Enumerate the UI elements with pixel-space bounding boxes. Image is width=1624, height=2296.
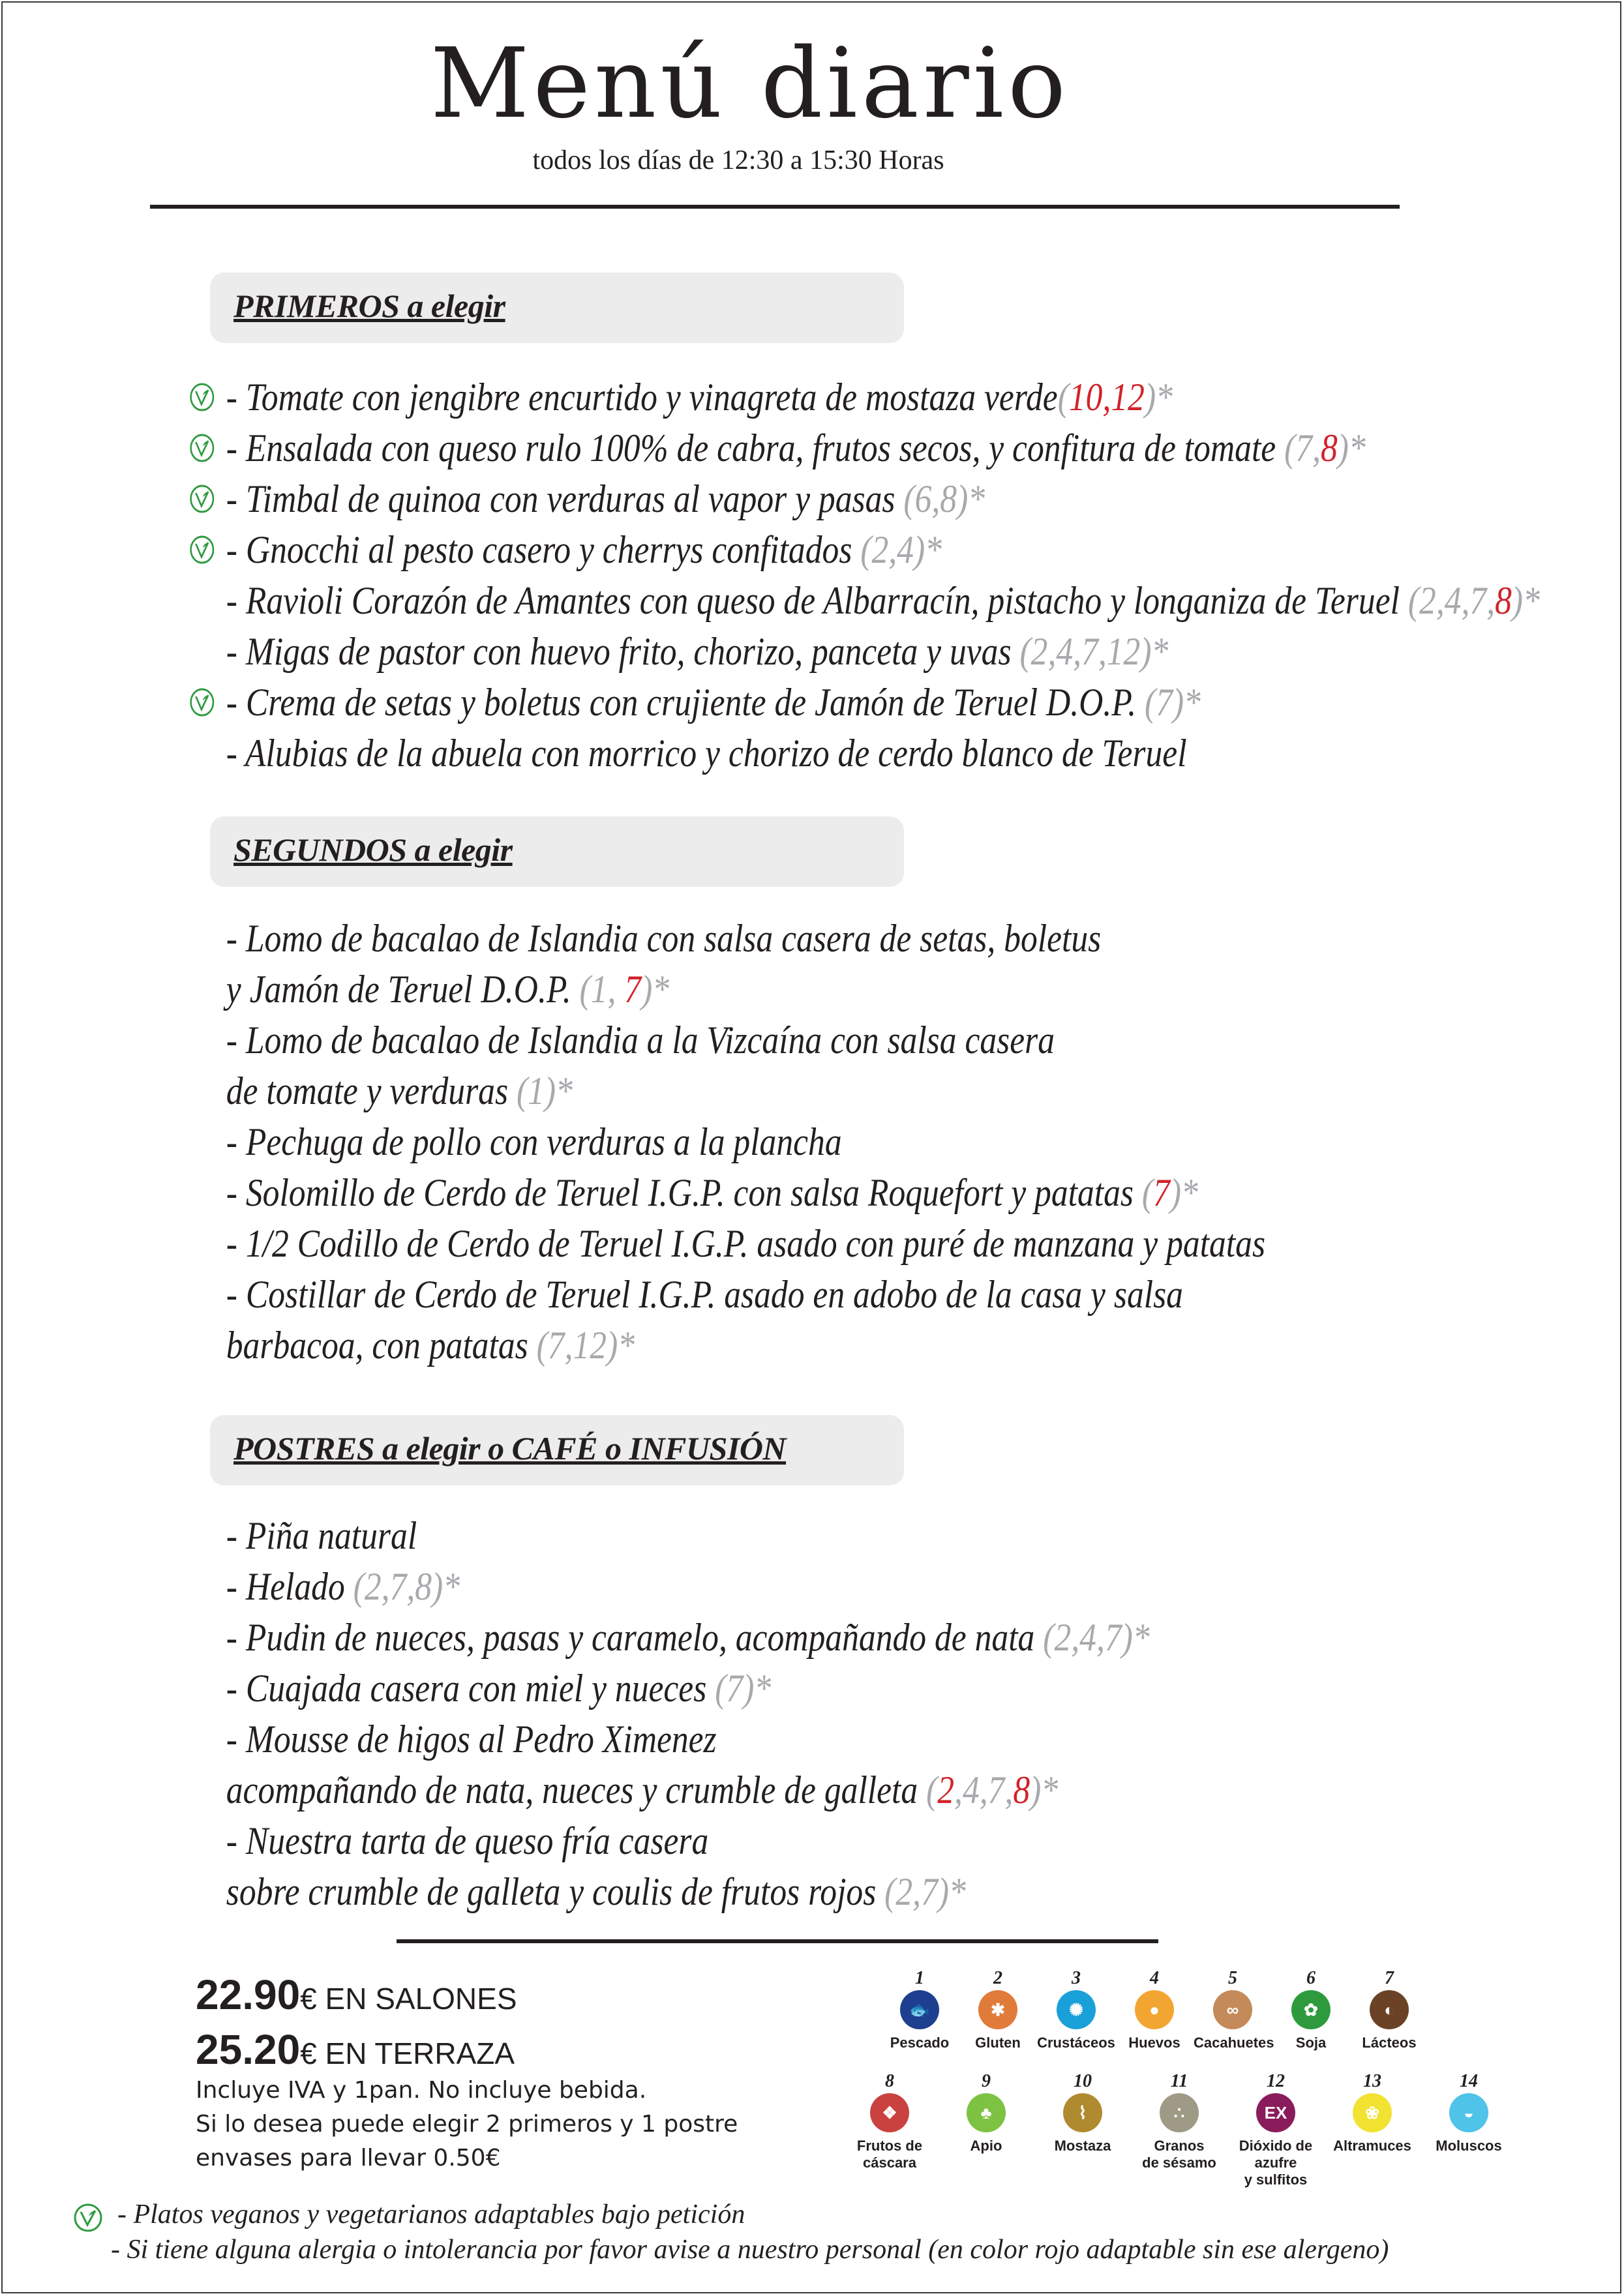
allergen-code: , — [1102, 376, 1111, 419]
allergen-code: 7,12 — [547, 1324, 607, 1367]
allergen-name: Frutos de cáscara — [856, 2138, 923, 2171]
menu-item-text — [226, 1116, 842, 1167]
allergen-number: 6 — [1306, 1968, 1316, 1988]
menu-item-text — [226, 1866, 966, 1917]
menu-item-text — [226, 372, 1173, 423]
dish-name: - Gnocchi al pesto casero y cherrys confitados — [226, 528, 861, 571]
dish-name: - Timbal de quinoa con verduras al vapor y pasas — [226, 477, 904, 520]
allergen-name: Pescado — [890, 2035, 950, 2051]
allergen-name: Lácteos — [1362, 2035, 1417, 2051]
allergen-code: ,4,7, — [954, 1768, 1014, 1811]
note-line: envases para llevar 0.50€ — [196, 2145, 501, 2171]
section-label: PRIMEROS a elegir — [233, 288, 505, 324]
dish-name: - Mousse de higos al Pedro Ximenez — [226, 1718, 717, 1761]
allergen-code: 7 — [1153, 1171, 1170, 1214]
allergen-close: )* — [607, 1324, 635, 1367]
allergen-codes — [903, 477, 985, 520]
allergen-open: ( — [860, 528, 872, 571]
allergen-name: Crustáceos — [1037, 2035, 1115, 2051]
allergen-close: )* — [544, 1069, 573, 1112]
allergen-codes — [580, 968, 670, 1011]
dish-name: de tomate y verduras — [226, 1069, 517, 1112]
fish-icon: 🐟 — [900, 1990, 939, 2029]
allergen-code: 2,7,8 — [364, 1565, 432, 1608]
allergen-name: Dióxido de azufre y sulfitos — [1239, 2138, 1313, 2188]
dish-name: - Pechuga de pollo con verduras a la plancha — [226, 1120, 842, 1163]
allergen-number: 11 — [1170, 2071, 1188, 2091]
allergen-open: ( — [1284, 426, 1296, 470]
menu-item-text — [226, 423, 1366, 473]
menu-item-text — [226, 1015, 1055, 1066]
dish-name: - Nuestra tarta de queso fría casera — [226, 1819, 709, 1862]
menu-item-text — [226, 1320, 635, 1371]
allergen-code: 1, — [590, 968, 625, 1011]
allergen-open: ( — [1145, 681, 1156, 724]
menu-item-text — [226, 728, 1187, 779]
page-subtitle: todos los días de 12:30 a 15:30 Horas — [532, 145, 944, 175]
allergen-open: ( — [353, 1565, 365, 1608]
allergen-close: )* — [641, 968, 670, 1011]
allergen-codes — [926, 1768, 1058, 1811]
crab-icon: ✺ — [1057, 1990, 1096, 2029]
footer-divider — [397, 1939, 1158, 1943]
vegan-icon — [189, 535, 215, 565]
allergen-open: ( — [579, 968, 591, 1011]
price-salones-amount: 22.90 — [196, 1971, 301, 2018]
allergen-close: )* — [913, 528, 942, 571]
allergen-open: ( — [715, 1667, 727, 1710]
note-line: Si lo desea puede elegir 2 primeros y 1 postre — [196, 2111, 738, 2138]
allergen-number: 8 — [885, 2071, 894, 2091]
milk-icon: ◐ — [1370, 1990, 1409, 2029]
allergen-item — [1227, 2071, 1324, 2188]
soy-icon: ✿ — [1291, 1990, 1331, 2029]
dish-name: - Lomo de bacalao de Islandia con salsa casera de setas, boletus — [226, 917, 1102, 960]
allergy-note: - Si tiene alguna alergia o intolerancia por favor avise a nuestro personal (en color rojo adaptable sin ese alergeno) — [111, 2235, 1389, 2265]
allergen-open: ( — [536, 1324, 548, 1367]
vegan-icon — [189, 433, 215, 463]
menu-item-text — [226, 964, 669, 1015]
allergen-code: , — [1312, 426, 1321, 470]
menu-item-text — [226, 524, 942, 575]
allergen-name: Huevos — [1128, 2035, 1180, 2051]
menu-item-text — [226, 626, 1169, 677]
dish-name: sobre crumble de galleta y coulis de frutos rojos — [226, 1870, 885, 1913]
allergen-code: 12 — [1111, 376, 1145, 419]
allergen-number: 9 — [982, 2071, 991, 2091]
allergen-number: 4 — [1150, 1968, 1159, 1988]
allergen-open: ( — [1407, 579, 1420, 622]
allergen-open: ( — [1043, 1616, 1055, 1659]
note-line: Incluye IVA y 1pan. No incluye bebida. — [196, 2077, 647, 2104]
dish-name: - Ravioli Corazón de Amantes con queso de Albarracín, pistacho y longaniza de Teruel — [226, 579, 1408, 622]
menu-item-text — [226, 575, 1540, 626]
allergen-item — [841, 2071, 938, 2171]
dish-name: - Cuajada casera con miel y nueces — [226, 1667, 715, 1710]
allergen-name: Apio — [970, 2138, 1002, 2154]
egg-icon: ● — [1135, 1990, 1174, 2029]
allergen-codes — [1019, 630, 1168, 673]
peanut-icon: ∞ — [1213, 1990, 1252, 2029]
section-header-primeros — [210, 273, 904, 343]
dish-name: - Ensalada con queso rulo 100% de cabra, frutos secos, y confitura de tomate — [226, 426, 1285, 470]
allergen-open: ( — [884, 1870, 896, 1913]
allergen-code: 2,4,7,12 — [1030, 630, 1141, 673]
dish-name: - Lomo de bacalao de Islandia a la Vizcaína con salsa casera — [226, 1019, 1055, 1062]
allergen-close: )* — [1511, 579, 1540, 622]
sulphite-icon: EX — [1256, 2093, 1295, 2132]
menu-item-text — [226, 1714, 717, 1765]
lupin-icon: ❀ — [1353, 2093, 1392, 2132]
menu-item-text — [226, 1815, 709, 1866]
allergen-codes — [537, 1324, 635, 1367]
allergen-code: 2,4 — [871, 528, 914, 571]
allergen-close: )* — [1172, 681, 1201, 724]
menu-item-text — [226, 677, 1201, 728]
dish-name: - Alubias de la abuela con morrico y chorizo de cerdo blanco de Teruel — [226, 732, 1187, 775]
allergen-name: Soja — [1295, 2035, 1327, 2051]
allergen-item — [1421, 2071, 1517, 2154]
allergen-name: Gluten — [975, 2035, 1021, 2051]
allergen-code: 8 — [1495, 579, 1512, 622]
allergen-code: 7 — [1295, 426, 1313, 470]
allergen-close: )* — [743, 1667, 772, 1710]
allergen-item — [1115, 1968, 1194, 2051]
allergen-item — [1272, 1968, 1350, 2051]
price-terraza-label: € EN TERRAZA — [300, 2036, 515, 2070]
price-salones-label: € EN SALONES — [300, 1982, 517, 2016]
menu-item-text — [226, 1510, 417, 1561]
allergen-open: ( — [903, 477, 915, 520]
allergen-name: Cacahuetes — [1194, 2035, 1274, 2051]
celery-icon: ♣ — [967, 2093, 1006, 2132]
vegan-icon — [189, 687, 215, 717]
menu-item-text — [226, 1167, 1198, 1218]
allergen-number: 1 — [915, 1968, 924, 1988]
dish-name: - Costillar de Cerdo de Teruel I.G.P. asado en adobo de la casa y salsa — [226, 1273, 1183, 1316]
allergen-item — [1350, 1968, 1428, 2051]
allergen-codes — [517, 1069, 573, 1112]
allergen-codes — [353, 1565, 460, 1608]
allergen-code: 8 — [1320, 426, 1338, 470]
allergen-close: )* — [1030, 1768, 1059, 1811]
section-header-segundos — [210, 816, 904, 887]
dish-name: - Tomate con jengibre encurtido y vinagreta de mostaza verde — [226, 376, 1058, 419]
allergen-codes — [1058, 376, 1173, 419]
dish-name: - Migas de pastor con huevo frito, chorizo, panceta y uvas — [226, 630, 1020, 673]
shell-icon: ◒ — [1449, 2093, 1488, 2132]
allergen-codes — [1284, 426, 1366, 470]
price-terraza — [196, 2025, 515, 2074]
dish-name: - Piña natural — [226, 1514, 417, 1557]
allergen-code: 2,7 — [895, 1870, 938, 1913]
allergen-item — [880, 1968, 959, 2051]
allergen-close: )* — [957, 477, 985, 520]
vegan-icon — [73, 2203, 103, 2233]
allergen-close: )* — [1144, 376, 1173, 419]
allergen-number: 7 — [1385, 1968, 1394, 1988]
allergen-open: ( — [1019, 630, 1031, 673]
allergen-close: )* — [1121, 1616, 1150, 1659]
menu-item-text — [226, 1269, 1183, 1320]
allergen-item — [1324, 2071, 1421, 2154]
allergen-code: 10 — [1068, 376, 1103, 419]
mustard-icon: ⌇ — [1063, 2093, 1102, 2132]
allergen-item — [1034, 2071, 1131, 2154]
allergen-number: 10 — [1074, 2071, 1092, 2091]
price-notes — [196, 2074, 738, 2175]
allergen-number: 5 — [1228, 1968, 1237, 1988]
allergen-number: 12 — [1267, 2071, 1285, 2091]
section-header-postres — [210, 1415, 904, 1485]
section-label: SEGUNDOS a elegir — [233, 831, 513, 868]
allergen-close: )* — [1169, 1171, 1198, 1214]
dish-name: - Crema de setas y boletus con crujiente de Jamón de Teruel D.O.P. — [226, 681, 1145, 724]
sesame-icon: ∴ — [1160, 2093, 1199, 2132]
allergen-codes — [1142, 1171, 1198, 1214]
menu-item-text — [226, 1066, 573, 1116]
allergen-item — [1194, 1968, 1272, 2051]
allergen-open: ( — [1057, 376, 1069, 419]
allergen-number: 3 — [1072, 1968, 1081, 1988]
vegan-note: - Platos veganos y vegetarianos adaptables bajo petición — [117, 2199, 745, 2229]
allergen-name: Moluscos — [1436, 2138, 1502, 2154]
dish-name: - 1/2 Codillo de Cerdo de Teruel I.G.P. asado con puré de manzana y patatas — [226, 1222, 1266, 1265]
allergen-code: 2,4,7 — [1054, 1616, 1122, 1659]
menu-item-text — [226, 913, 1101, 964]
menu-item-text — [226, 1561, 460, 1612]
allergen-item — [1037, 1968, 1115, 2051]
allergen-codes — [860, 528, 942, 571]
allergen-close: )* — [1140, 630, 1169, 673]
dish-name: barbacoa, con patatas — [226, 1324, 537, 1367]
dish-name: - Helado — [226, 1565, 353, 1608]
allergen-code: 6,8 — [914, 477, 957, 520]
price-terraza-amount: 25.20 — [196, 2026, 301, 2073]
header-divider — [150, 205, 1400, 209]
allergen-close: )* — [1337, 426, 1366, 470]
allergen-item — [938, 2071, 1034, 2154]
allergen-open: ( — [926, 1768, 938, 1811]
vegan-icon — [189, 484, 215, 514]
dish-name: y Jamón de Teruel D.O.P. — [226, 968, 580, 1011]
allergen-codes — [884, 1870, 966, 1913]
allergen-codes — [1408, 579, 1540, 622]
allergen-code: 8 — [1013, 1768, 1030, 1811]
allergen-legend — [841, 1968, 1502, 2188]
dish-name: - Solomillo de Cerdo de Teruel I.G.P. con salsa Roquefort y patatas — [226, 1171, 1142, 1214]
allergen-codes — [1145, 681, 1201, 724]
allergen-item — [959, 1968, 1037, 2051]
allergen-name: Granos de sésamo — [1142, 2138, 1216, 2171]
menu-item-text — [226, 1663, 771, 1714]
vegan-icon — [189, 382, 215, 412]
allergen-open: ( — [1141, 1171, 1154, 1214]
page-title: Menú diario — [430, 27, 1070, 140]
dish-name: acompañando de nata, nueces y crumble de galleta — [226, 1768, 927, 1811]
allergen-name: Altramuces — [1333, 2138, 1411, 2154]
allergen-number: 14 — [1460, 2071, 1478, 2091]
menu-item-text — [226, 1612, 1150, 1663]
wheat-icon: ✱ — [978, 1990, 1017, 2029]
allergen-codes — [1043, 1616, 1149, 1659]
allergen-number: 13 — [1363, 2071, 1381, 2091]
allergen-code: 2 — [937, 1768, 955, 1811]
allergen-code: 7 — [1156, 681, 1173, 724]
section-label: POSTRES a elegir o CAFÉ o INFUSIÓN — [233, 1430, 787, 1467]
allergen-item — [1131, 2071, 1227, 2171]
allergen-codes — [715, 1667, 771, 1710]
allergen-code: 7 — [726, 1667, 744, 1710]
menu-item-text — [226, 473, 985, 524]
price-salones — [196, 1971, 517, 2019]
nut-icon: ❖ — [870, 2093, 909, 2132]
allergen-code: 1 — [528, 1069, 545, 1112]
allergen-close: )* — [937, 1870, 966, 1913]
dish-name: - Pudin de nueces, pasas y caramelo, acompañando de nata — [226, 1616, 1044, 1659]
allergen-name: Mostaza — [1054, 2138, 1111, 2154]
allergen-close: )* — [432, 1565, 460, 1608]
allergen-open: ( — [516, 1069, 528, 1112]
allergen-code: 7 — [624, 968, 642, 1011]
allergen-number: 2 — [993, 1968, 1002, 1988]
allergen-code: 2,4,7, — [1419, 579, 1496, 622]
menu-item-text — [226, 1218, 1265, 1269]
menu-item-text — [226, 1765, 1058, 1815]
